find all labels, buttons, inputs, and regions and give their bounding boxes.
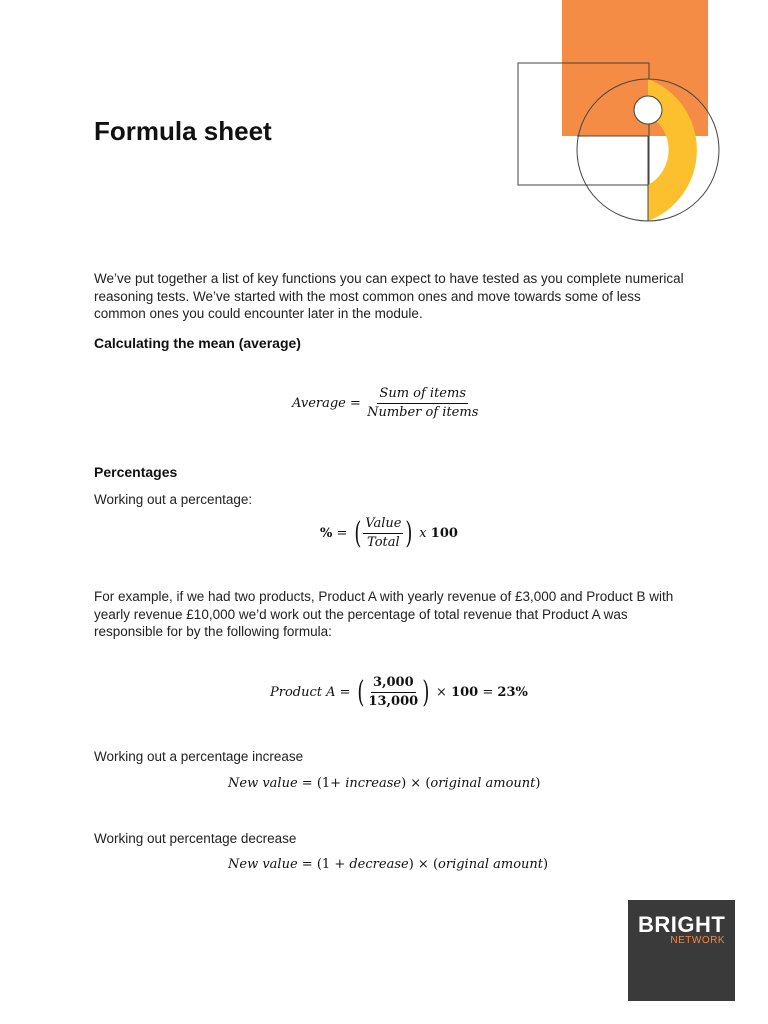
mean-formula [292,386,480,421]
formula-lhs: New value [228,776,298,791]
result: 23% [497,685,528,700]
times-sign: × [417,857,429,872]
logo-wordmark: BRIGHT [638,912,726,937]
term: decrease [349,857,409,872]
bright-network-logo [628,900,735,1001]
right-paren: ) [405,515,413,551]
left-paren: ( [357,674,365,710]
fraction-numerator: 3,000 [371,675,416,693]
times-sign: × [410,776,422,791]
decrease-formula [228,857,548,872]
example-formula [270,675,528,710]
close-paren-2: ) [543,857,549,872]
equals-sign: = [339,685,351,700]
small-circle [634,96,662,124]
percentage-formula [320,516,458,551]
close-paren: ) [401,776,407,791]
open-paren: (1+ [316,776,342,791]
fraction-numerator: Sum of items [377,386,468,404]
mean-fraction [365,386,480,421]
example-fraction [366,675,420,710]
formula-lhs: Product A [270,685,336,700]
mean-heading: Calculating the mean (average) [94,335,301,351]
increase-formula [228,776,540,791]
percent-sign: % [320,526,333,541]
times-sign: x [419,526,427,541]
formula-lhs: Average [292,396,346,411]
times-sign: × [436,685,447,700]
logo-subtext: NETWORK [670,935,725,946]
formula-lhs: New value [228,857,298,872]
fraction-denominator: Total [367,535,400,550]
left-paren: ( [353,515,361,551]
fraction-numerator: Value [363,516,403,534]
increase-label: Working out a percentage increase [94,749,304,764]
equals-sign: = [301,857,313,872]
page-title: Formula sheet [94,116,272,146]
term: increase [345,776,402,791]
factor: 100 [451,685,479,700]
example-paragraph: For example, if we had two products, Product A with yearly revenue of £3,000 and Product B with yearly revenue £10,000 we’d work out the percentage of total revenue that Product A was responsible for by the following formula: [94,589,674,640]
right-paren: ) [422,674,430,710]
close-paren-2: ) [535,776,541,791]
percentages-heading: Percentages [94,464,178,480]
open-paren: (1 + [316,857,346,872]
working-percentage-label: Working out a percentage: [94,492,253,507]
percentage-fraction [363,516,403,551]
fraction-denominator: Number of items [367,405,479,420]
equals-sign: = [336,526,348,541]
intro-paragraph: We’ve put together a list of key functions you can expect to have tested as you complete numerical reasoning tests. We’ve started with the most common ones and move towards some of less common ones you could encounter later in the module. [94,271,684,322]
equals-sign: = [350,396,361,411]
decorative-shapes [505,0,735,235]
decrease-label: Working out percentage decrease [94,831,297,846]
equals-sign: = [301,776,313,791]
fraction-denominator: 13,000 [368,694,419,709]
close-paren: ) [408,857,414,872]
open-paren-2: ( [425,776,431,791]
term-2: original amount [430,776,536,791]
term-2: original amount [438,857,543,872]
open-paren-2: ( [432,857,439,872]
factor: 100 [430,526,458,541]
equals-sign-2: = [482,685,494,700]
